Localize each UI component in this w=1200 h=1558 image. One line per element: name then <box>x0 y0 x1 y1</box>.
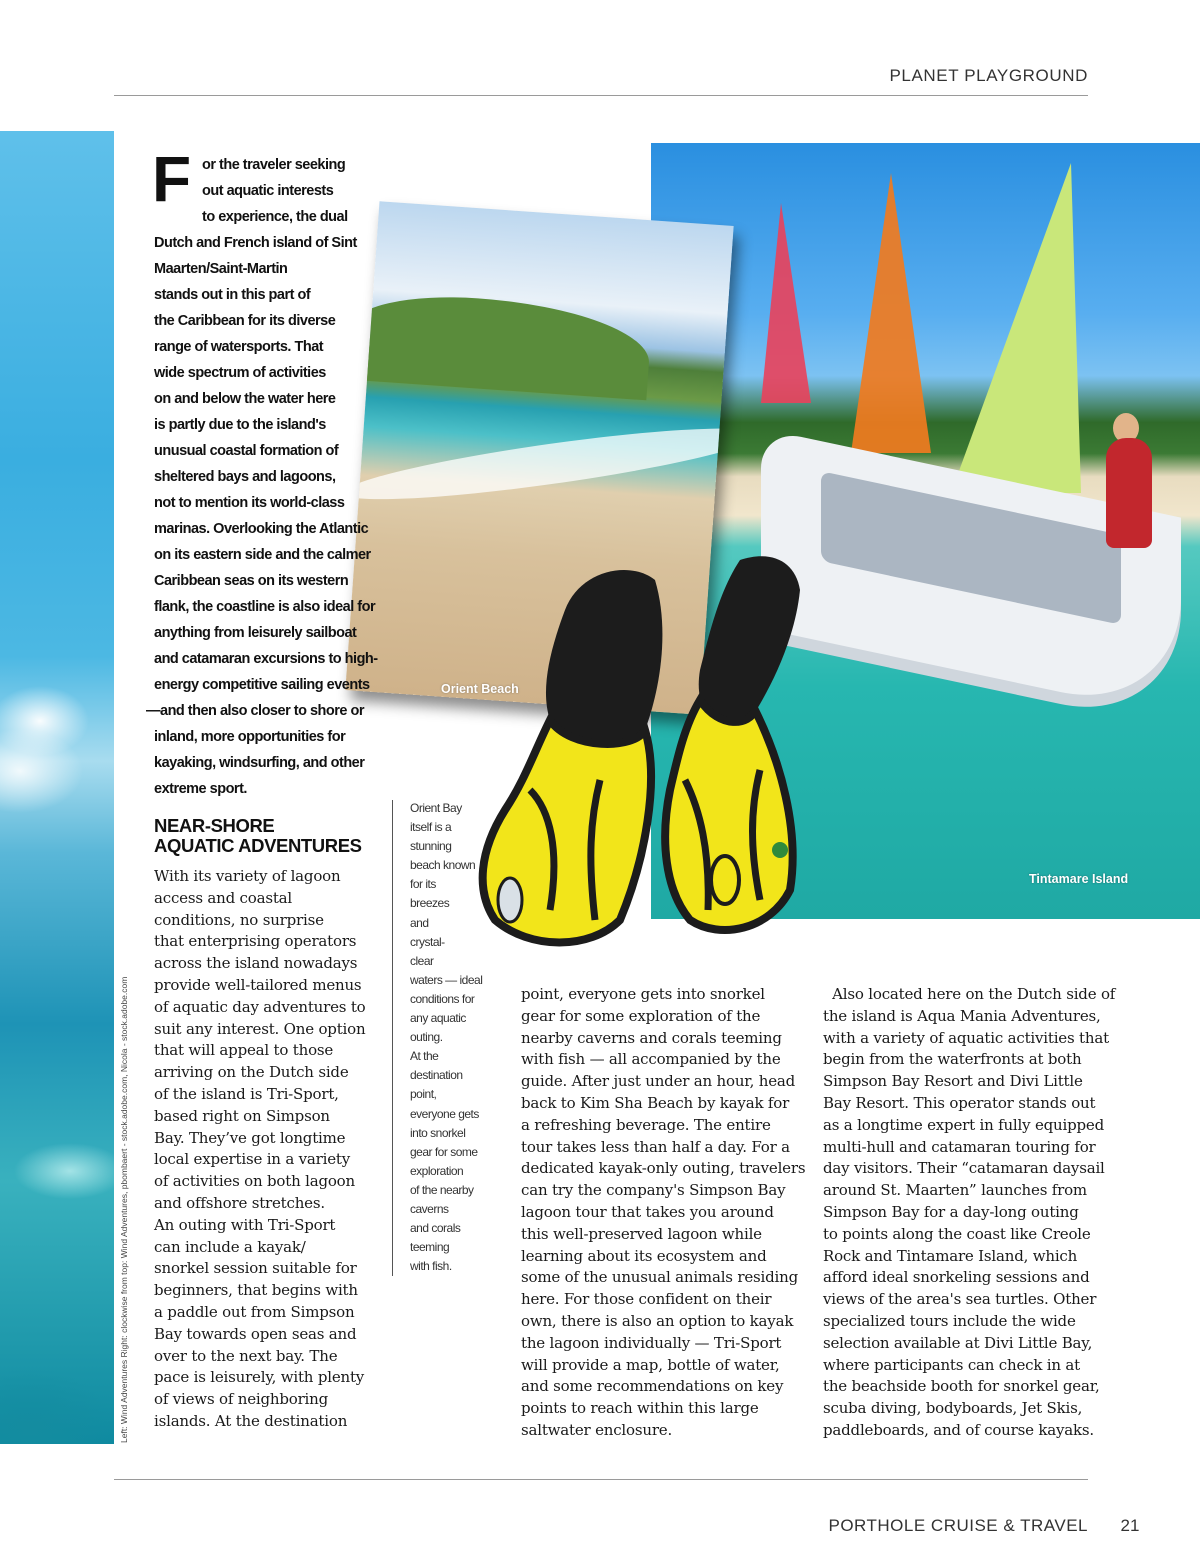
caption-line: gear for some <box>410 1144 478 1159</box>
intro-line: unusual coastal formation of <box>154 443 339 459</box>
body-line: that enterprising operators <box>154 932 357 951</box>
body-line: based right on Simpson <box>154 1106 330 1125</box>
body-line: of views of neighboring <box>154 1390 329 1409</box>
caption-line: outing. <box>410 1030 443 1045</box>
intro-line: kayaking, windsurfing, and other <box>154 755 365 771</box>
section-title: PLANET PLAYGROUND <box>889 66 1088 85</box>
caption-line: caverns <box>410 1201 449 1216</box>
body-line: some of the unusual animals residing <box>521 1268 798 1287</box>
intro-line: sheltered bays and lagoons, <box>154 469 336 485</box>
body-line: a paddle out from Simpson <box>154 1302 355 1321</box>
caption-line: itself is a <box>410 820 452 835</box>
caption-line: teeming <box>410 1240 450 1255</box>
body-line: Rock and Tintamare Island, which <box>823 1246 1078 1265</box>
body-line: selection available at Divi Little Bay, <box>823 1333 1093 1352</box>
caption-divider <box>392 800 393 1276</box>
body-line: to points along the coast like Creole <box>823 1224 1091 1243</box>
body-line: here. For those confident on their <box>521 1290 772 1309</box>
caption-line: exploration <box>410 1163 464 1178</box>
body-line: specialized tours include the wide <box>823 1311 1076 1330</box>
body-column-1 <box>154 866 379 1433</box>
caption-line: of the nearby <box>410 1182 474 1197</box>
body-line: a refreshing beverage. The entire <box>521 1115 771 1134</box>
body-line: where participants can check in at <box>823 1355 1080 1374</box>
caption-line: and corals <box>410 1221 461 1236</box>
body-line: day visitors. Their “catamaran daysail <box>823 1159 1105 1178</box>
caption-line: into snorkel <box>410 1125 466 1140</box>
caption-line: conditions for <box>410 991 475 1006</box>
body-column-2 <box>521 984 811 1442</box>
body-line: can include a kayak/ <box>154 1237 306 1256</box>
body-column-3 <box>823 984 1116 1442</box>
body-line: Also located here on the Dutch side of <box>823 985 1116 1003</box>
intro-line: marinas. Overlooking the Atlantic <box>154 521 369 537</box>
body-line: over to the next bay. The <box>154 1346 338 1365</box>
body-line: around St. Maarten” launches from <box>823 1181 1087 1200</box>
section-heading-line: AQUATIC ADVENTURES <box>154 835 362 856</box>
body-line: multi-hull and catamaran touring for <box>823 1137 1096 1156</box>
body-line: own, there is also an option to kayak <box>521 1311 794 1330</box>
right-fin <box>665 556 800 930</box>
body-line: scuba diving, bodyboards, Jet Skis, <box>823 1399 1083 1418</box>
body-line: with fish — all accompanied by the <box>521 1050 781 1069</box>
body-line: islands. At the destination <box>154 1411 348 1430</box>
body-line: guide. After just under an hour, head <box>521 1072 796 1091</box>
body-line: conditions, no surprise <box>154 910 324 929</box>
tintamare-caption: Tintamare Island <box>1029 872 1129 886</box>
body-line: tour takes less than half a day. For a <box>521 1137 790 1156</box>
body-line: begin from the waterfronts at both <box>823 1050 1082 1069</box>
body-line: paddleboards, and of course kayaks. <box>823 1420 1094 1439</box>
intro-line: not to mention its world-class <box>154 495 345 511</box>
caption-line: beach known <box>410 858 476 873</box>
body-line: provide well-tailored menus <box>154 975 362 994</box>
green-hill <box>347 290 653 401</box>
red-sail <box>761 203 811 403</box>
body-line: back to Kim Sha Beach by kayak for <box>521 1093 790 1112</box>
caption-line: point, <box>410 1087 437 1102</box>
body-line: access and coastal <box>154 888 292 907</box>
caption-line: stunning <box>410 839 452 854</box>
body-line: can try the company's Simpson Bay <box>521 1181 786 1200</box>
body-line: points to reach within this large <box>521 1399 759 1418</box>
caption-line: with fish. <box>410 1259 452 1274</box>
caption-line: waters — ideal <box>410 972 483 987</box>
intro-line: out aquatic interests <box>202 183 334 199</box>
drop-cap: F <box>152 143 192 215</box>
intro-line: on and below the water here <box>154 391 336 407</box>
caption-line: for its <box>410 877 436 892</box>
body-line: of aquatic day adventures to <box>154 997 366 1016</box>
intro-line: wide spectrum of activities <box>154 365 326 381</box>
caption-line: any aquatic <box>410 1011 466 1026</box>
body-line: local expertise in a variety <box>154 1150 350 1169</box>
snorkel-fins-image <box>470 550 810 970</box>
body-line: nearby caverns and corals teeming <box>521 1028 782 1047</box>
body-line: that will appeal to those <box>154 1041 334 1060</box>
caption-line: At the <box>410 1049 439 1064</box>
body-line: Bay towards open seas and <box>154 1324 357 1343</box>
body-line: and some recommendations on key <box>521 1377 784 1396</box>
body-line: the lagoon individually — Tri-Sport <box>521 1333 782 1352</box>
caption-line: Orient Bay <box>410 801 462 815</box>
body-line: suit any interest. One option <box>154 1019 366 1038</box>
body-line: the beachside booth for snorkel gear, <box>823 1377 1100 1396</box>
intro-line: on its eastern side and the calmer <box>154 547 371 563</box>
intro-line: Caribbean seas on its western <box>154 573 349 589</box>
intro-line: range of watersports. That <box>154 339 324 355</box>
body-line: An outing with Tri-Sport <box>154 1215 336 1234</box>
caption-line: everyone gets <box>410 1106 479 1121</box>
intro-line: energy competitive sailing events <box>154 677 370 693</box>
body-line: With its variety of lagoon <box>154 867 341 885</box>
body-line: Bay. They’ve got longtime <box>154 1128 346 1147</box>
section-heading-line: NEAR-SHORE <box>154 815 275 836</box>
caption-line: breezes <box>410 896 450 911</box>
body-line: and offshore stretches. <box>154 1193 325 1212</box>
page-number: 21 <box>1120 1516 1140 1535</box>
header-divider <box>114 95 1088 96</box>
body-line: Simpson Bay Resort and Divi Little <box>823 1072 1083 1091</box>
photo-caption-column <box>410 799 490 1276</box>
body-line: dedicated kayak-only outing, travelers <box>521 1159 806 1178</box>
intro-line: the Caribbean for its diverse <box>154 313 336 329</box>
body-line: saltwater enclosure. <box>521 1420 673 1439</box>
body-line: pace is leisurely, with plenty <box>154 1368 365 1387</box>
intro-line: or the traveler seeking <box>202 157 346 173</box>
body-line: Simpson Bay for a day-long outing <box>823 1202 1079 1221</box>
green-sail <box>951 163 1081 493</box>
intro-line: stands out in this part of <box>154 287 311 303</box>
caption-line: crystal- <box>410 934 445 949</box>
magazine-name: PORTHOLE CRUISE & TRAVEL <box>828 1516 1088 1535</box>
caption-line: and <box>410 915 429 930</box>
wave-photo <box>0 131 114 1444</box>
body-line: arriving on the Dutch side <box>154 1063 349 1082</box>
intro-line: extreme sport. <box>154 781 247 797</box>
photo-credit: Left: Wind Adventures Right: clockwise from top: Wind Adventures, pbombaert - stock.adobe.com, Nicola - stock.adobe.com <box>119 976 129 1443</box>
caption-line: destination <box>410 1068 463 1083</box>
body-line: with a variety of aquatic activities that <box>823 1028 1109 1047</box>
intro-line: anything from leisurely sailboat <box>154 625 357 641</box>
body-line: as a longtime expert in fully equipped <box>823 1115 1104 1134</box>
intro-paragraph <box>146 143 378 802</box>
orange-sail <box>851 173 931 453</box>
intro-line: flank, the coastline is also ideal for <box>154 599 376 615</box>
intro-line: inland, more opportunities for <box>154 729 346 745</box>
body-line: beginners, that begins with <box>154 1281 358 1300</box>
body-line: snorkel session suitable for <box>154 1259 357 1278</box>
body-line: Bay Resort. This operator stands out <box>823 1093 1096 1112</box>
body-line: across the island nowadays <box>154 954 358 973</box>
intro-line: and catamaran excursions to high- <box>154 651 378 667</box>
left-fin <box>483 570 663 943</box>
body-line: this well-preserved lagoon while <box>521 1224 762 1243</box>
body-line: the island is Aqua Mania Adventures, <box>823 1006 1101 1025</box>
intro-line: Maarten/Saint-Martin <box>154 261 288 277</box>
body-line: lagoon tour that takes you around <box>521 1202 774 1221</box>
body-line: will provide a map, bottle of water, <box>521 1355 780 1374</box>
orient-beach-caption: Orient Beach <box>441 682 519 696</box>
section-heading <box>154 816 384 856</box>
intro-line: —and then also closer to shore or <box>146 703 364 719</box>
intro-line: to experience, the dual <box>202 209 348 225</box>
body-line: learning about its ecosystem and <box>521 1246 767 1265</box>
intro-line: Dutch and French island of Sint <box>154 235 357 251</box>
caption-line: clear <box>410 953 434 968</box>
body-line: views of the area's sea turtles. Other <box>823 1290 1097 1309</box>
body-line: afford ideal snorkeling sessions and <box>823 1268 1090 1287</box>
body-line: of the island is Tri-Sport, <box>154 1084 339 1103</box>
body-line: of activities on both lagoon <box>154 1172 355 1191</box>
body-line: gear for some exploration of the <box>521 1006 761 1025</box>
sailor-vest <box>1106 438 1152 548</box>
footer-divider <box>114 1479 1088 1480</box>
wave-foam <box>345 415 733 513</box>
body-line: point, everyone gets into snorkel <box>521 985 765 1003</box>
intro-line: is partly due to the island's <box>154 417 326 433</box>
